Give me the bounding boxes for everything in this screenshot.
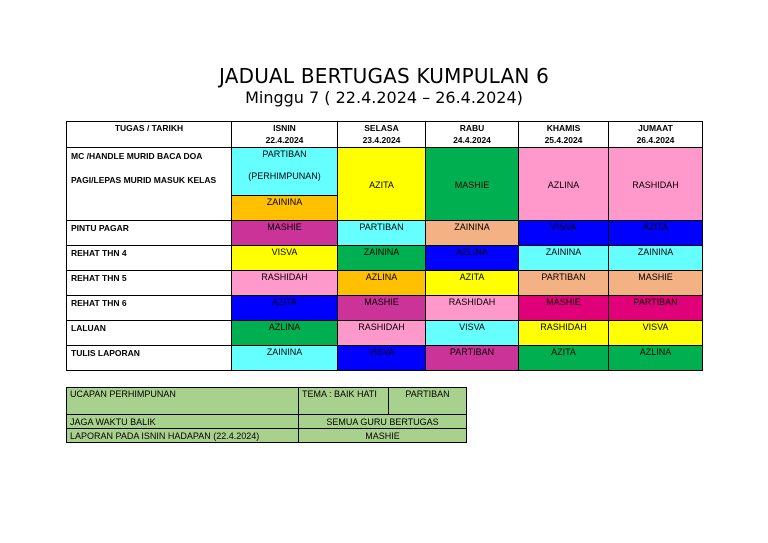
row-label: LALUAN: [67, 321, 232, 346]
tema-label: TEMA : BAIK HATI: [299, 388, 389, 415]
laporan-value: MASHIE: [299, 429, 467, 443]
cell-mc-khamis: AZLINA: [519, 148, 609, 221]
info-row-jaga: [67, 415, 467, 429]
table-row: [67, 221, 703, 246]
table-cell: AZITA: [426, 271, 519, 296]
cell-mc-selasa: AZITA: [338, 148, 426, 221]
laporan-label: LAPORAN PADA ISNIN HADAPAN (22.4.2024): [67, 429, 299, 443]
table-cell: MASHIE: [609, 271, 703, 296]
row-label: REHAT THN 4: [67, 246, 232, 271]
info-row-laporan: [67, 429, 467, 443]
table-cell: RASHIDAH: [426, 296, 519, 321]
cell-mc-jumaat: RASHIDAH: [609, 148, 703, 221]
table-cell: PARTIBAN: [519, 271, 609, 296]
table-cell: AZLINA: [338, 271, 426, 296]
table-cell: AZLINA: [232, 321, 338, 346]
jaga-label: JAGA WAKTU BALIK: [67, 415, 299, 429]
page-title: JADUAL BERTUGAS KUMPULAN 6: [218, 64, 550, 88]
jaga-value: SEMUA GURU BERTUGAS: [299, 415, 467, 429]
table-cell: PARTIBAN: [609, 296, 703, 321]
table-cell: PARTIBAN: [426, 346, 519, 371]
row-label: REHAT THN 5: [67, 271, 232, 296]
header-day-rabu: RABU 24.4.2024: [426, 122, 519, 148]
table-cell: RASHIDAH: [519, 321, 609, 346]
table-cell: VISVA: [338, 346, 426, 371]
row-label: REHAT THN 6: [67, 296, 232, 321]
table-row: [67, 246, 703, 271]
ucapan-label: UCAPAN PERHIMPUNAN: [67, 388, 299, 415]
page-subtitle: Minggu 7 ( 22.4.2024 – 26.4.2024): [245, 88, 523, 107]
table-cell: VISVA: [232, 246, 338, 271]
ucapan-name: PARTIBAN: [389, 388, 467, 415]
table-cell: AZITA: [519, 346, 609, 371]
cell-mc-isnin-bottom: ZAININA: [232, 196, 338, 221]
row-label: TULIS LAPORAN: [67, 346, 232, 371]
table-cell: ZAININA: [426, 221, 519, 246]
table-cell: AZITA: [609, 221, 703, 246]
row-label-mc: MC /HANDLE MURID BACA DOA PAGI/LEPAS MURID MASUK KELAS: [67, 148, 232, 221]
table-cell: PARTIBAN: [338, 221, 426, 246]
header-day-khamis: KHAMIS 25.4.2024: [519, 122, 609, 148]
cell-mc-isnin: PARTIBAN (PERHIMPUNAN): [232, 148, 338, 196]
info-table: [66, 387, 467, 443]
table-cell: MASHIE: [338, 296, 426, 321]
table-cell: MASHIE: [232, 221, 338, 246]
table-cell: VISVA: [519, 221, 609, 246]
table-cell: RASHIDAH: [232, 271, 338, 296]
table-row: [67, 271, 703, 296]
cell-mc-rabu: MASHIE: [426, 148, 519, 221]
table-row: [67, 321, 703, 346]
header-day-jumaat: JUMAAT 26.4.2024: [609, 122, 703, 148]
table-row: [67, 296, 703, 321]
table-cell: ZAININA: [232, 346, 338, 371]
header-row: [67, 122, 703, 148]
table-cell: AZLINA: [426, 246, 519, 271]
table-cell: ZAININA: [519, 246, 609, 271]
table-cell: MASHIE: [519, 296, 609, 321]
row-label: PINTU PAGAR: [67, 221, 232, 246]
table-cell: AZLINA: [609, 346, 703, 371]
table-row: [67, 148, 703, 196]
table-cell: RASHIDAH: [338, 321, 426, 346]
table-cell: ZAININA: [609, 246, 703, 271]
header-day-isnin: ISNIN 22.4.2024: [232, 122, 338, 148]
table-row: [67, 346, 703, 371]
info-row-ucapan: [67, 388, 467, 415]
table-cell: VISVA: [609, 321, 703, 346]
table-cell: VISVA: [426, 321, 519, 346]
table-cell: ZAININA: [338, 246, 426, 271]
duty-roster-table: [66, 121, 703, 371]
header-corner: TUGAS / TARIKH: [67, 122, 232, 148]
header-day-selasa: SELASA 23.4.2024: [338, 122, 426, 148]
table-cell: AZITA: [232, 296, 338, 321]
